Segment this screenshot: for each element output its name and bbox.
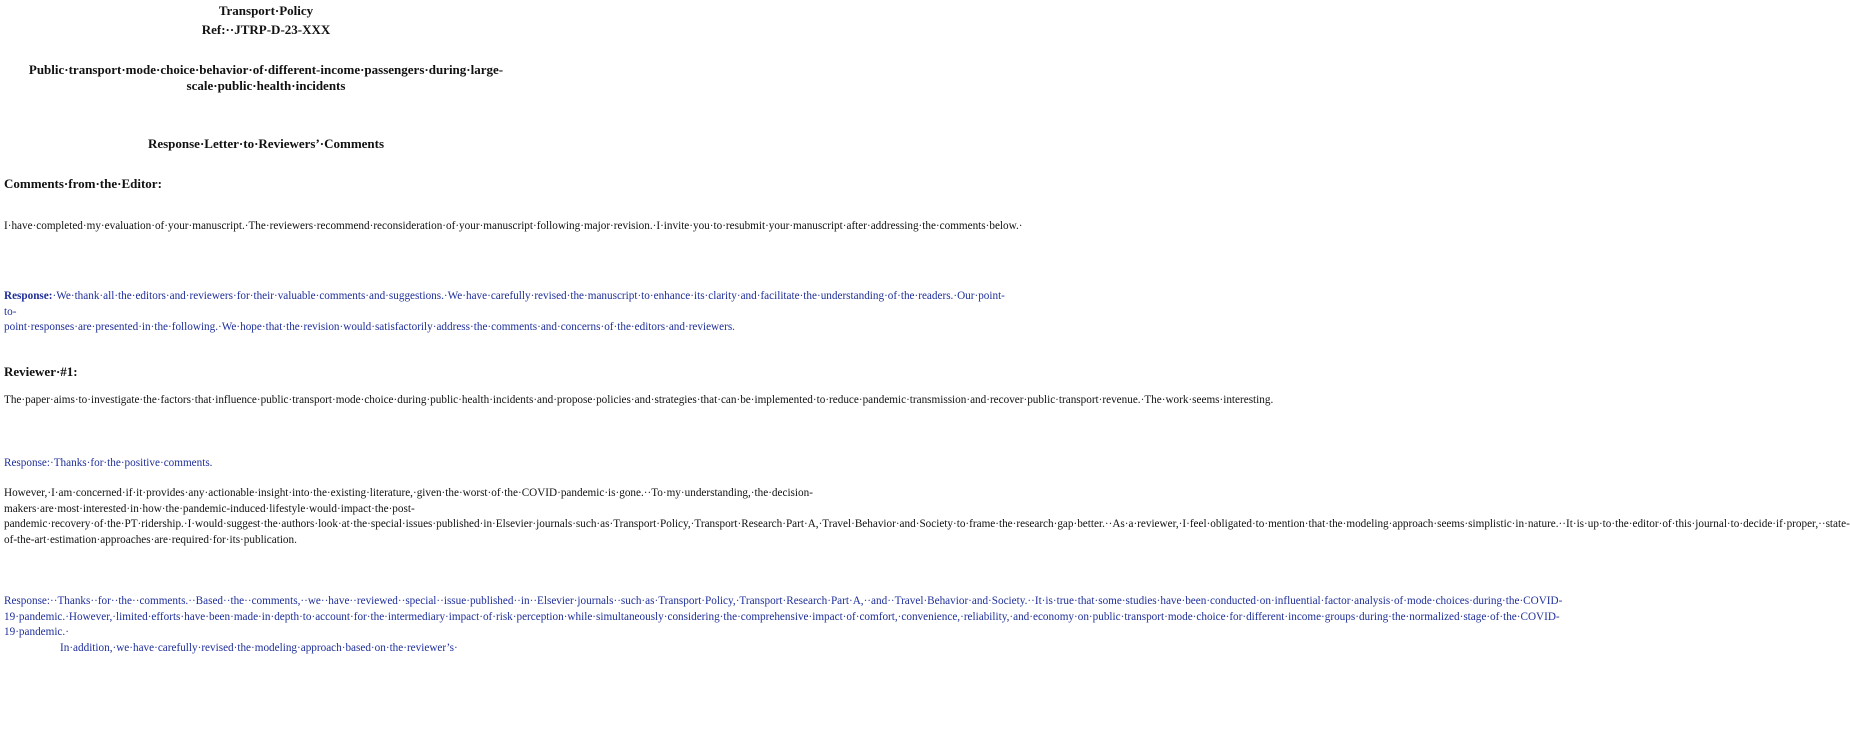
response-label: Response: bbox=[4, 290, 53, 302]
manuscript-ref: Ref:··JTRP-D-23-XXX bbox=[201, 22, 331, 37]
reviewer1-response-2 bbox=[4, 594, 1563, 656]
journal-name: Transport·Policy bbox=[218, 3, 314, 18]
editor-response-text: ·We·thank·all·the·editors·and·reviewers·for·their·valuable·comments·and·suggestions.·We·have·carefully·revised·the·manuscript·to·enhance·its·clarity·and·facilitate·the·understanding·of·the·readers.·Our·point-to-point·responses·are·presented·in·the·following.·We·hope·that·the·revision·would·satisfactorily·address·the·comments·and·concerns·of·the·editors·and·reviewers. bbox=[4, 290, 1005, 333]
reviewer1-response-2-continued: In·addition,·we·have·carefully·revised·the·modeling·approach·based·on·the·reviewer’s· bbox=[60, 641, 458, 654]
reviewer1-heading: Reviewer·#1: bbox=[4, 364, 78, 379]
editor-response bbox=[4, 289, 1005, 336]
editor-heading: Comments·from·the·Editor: bbox=[4, 176, 162, 191]
reviewer1-comment-2: However,·I·am·concerned·if·it·provides·any·actionable·insight·into·the·existing·literature,·given·the·worst·of·the·COVID·pandemic·is·gone.··To·my·understanding,·the·decision-makers·are·most·interested·in·how·the·pandemic-induced·lifestyle·would·impact·the·post-pandemic·recovery·of·the·PT·ridership.·I·would·suggest·the·authors·look·at·the·special·issues·published·in·Elsevier·journals·such·as·Transport·Policy,·Transport·Research·Part·A,·Travel·Behavior·and·Society·to·frame·the·research·gap·better.··As·a·reviewer,·I·feel·obligated·to·mention·that·the·modeling·approach·seems·simplistic·in·nature.··It·is·up·to·the·editor·of·this·journal·to·decide·if·proper,··state-of-the-art·estimation·approaches·are·required·for·its·publication. bbox=[4, 487, 1850, 546]
reviewer1-response-2-text: Response:··Thanks··for··the··comments.··Based··the··comments,··we··have··reviewed··special··issue·published··in··Elsevier·journals··such·as·Transport·Policy,·Transport·Research·Part·A,··and··Travel·Behavior·and·Society.··It·is·true·that·some·studies·have·been·conducted·on·influential·factor·analysis·of·mode·choices·during·the·COVID-19·pandemic.·However,·limited·efforts·have·been·made·in·depth·to·account·for·the·intermediary·impact·of·risk·perception·while·simultaneously·considering·the·comprehensive·impact·of·comfort,·convenience,·reliability,·and·economy·on·public·transport·mode·choice·for·different·income·groups·during·the·normalized·stage·of·the·COVID-19·pandemic.· bbox=[4, 595, 1563, 638]
paper-title: Public·transport·mode·choice·behavior·of·different-income·passengers·during·large-scale·public·health·incidents bbox=[28, 62, 504, 93]
editor-comment: I·have·completed·my·evaluation·of·your·manuscript.·The·reviewers·recommend·reconsideration·of·your·manuscript·following·major·revision.·I·invite·you·to·resubmit·your·manuscript·after·addressing·the·comments·below.· bbox=[4, 220, 1023, 232]
reviewer1-response-1: Response:·Thanks·for·the·positive·comments. bbox=[4, 457, 213, 469]
reviewer1-comment-1: The·paper·aims·to·investigate·the·factors·that·influence·public·transport·mode·choice·during·public·health·incidents·and·propose·policies·and·strategies·that·can·be·implemented·to·reduce·pandemic·transmission·and·recover·public·transport·revenue.·The·work·seems·interesting. bbox=[4, 394, 1274, 406]
letter-title: Response·Letter·to·Reviewers’·Comments bbox=[147, 136, 385, 151]
